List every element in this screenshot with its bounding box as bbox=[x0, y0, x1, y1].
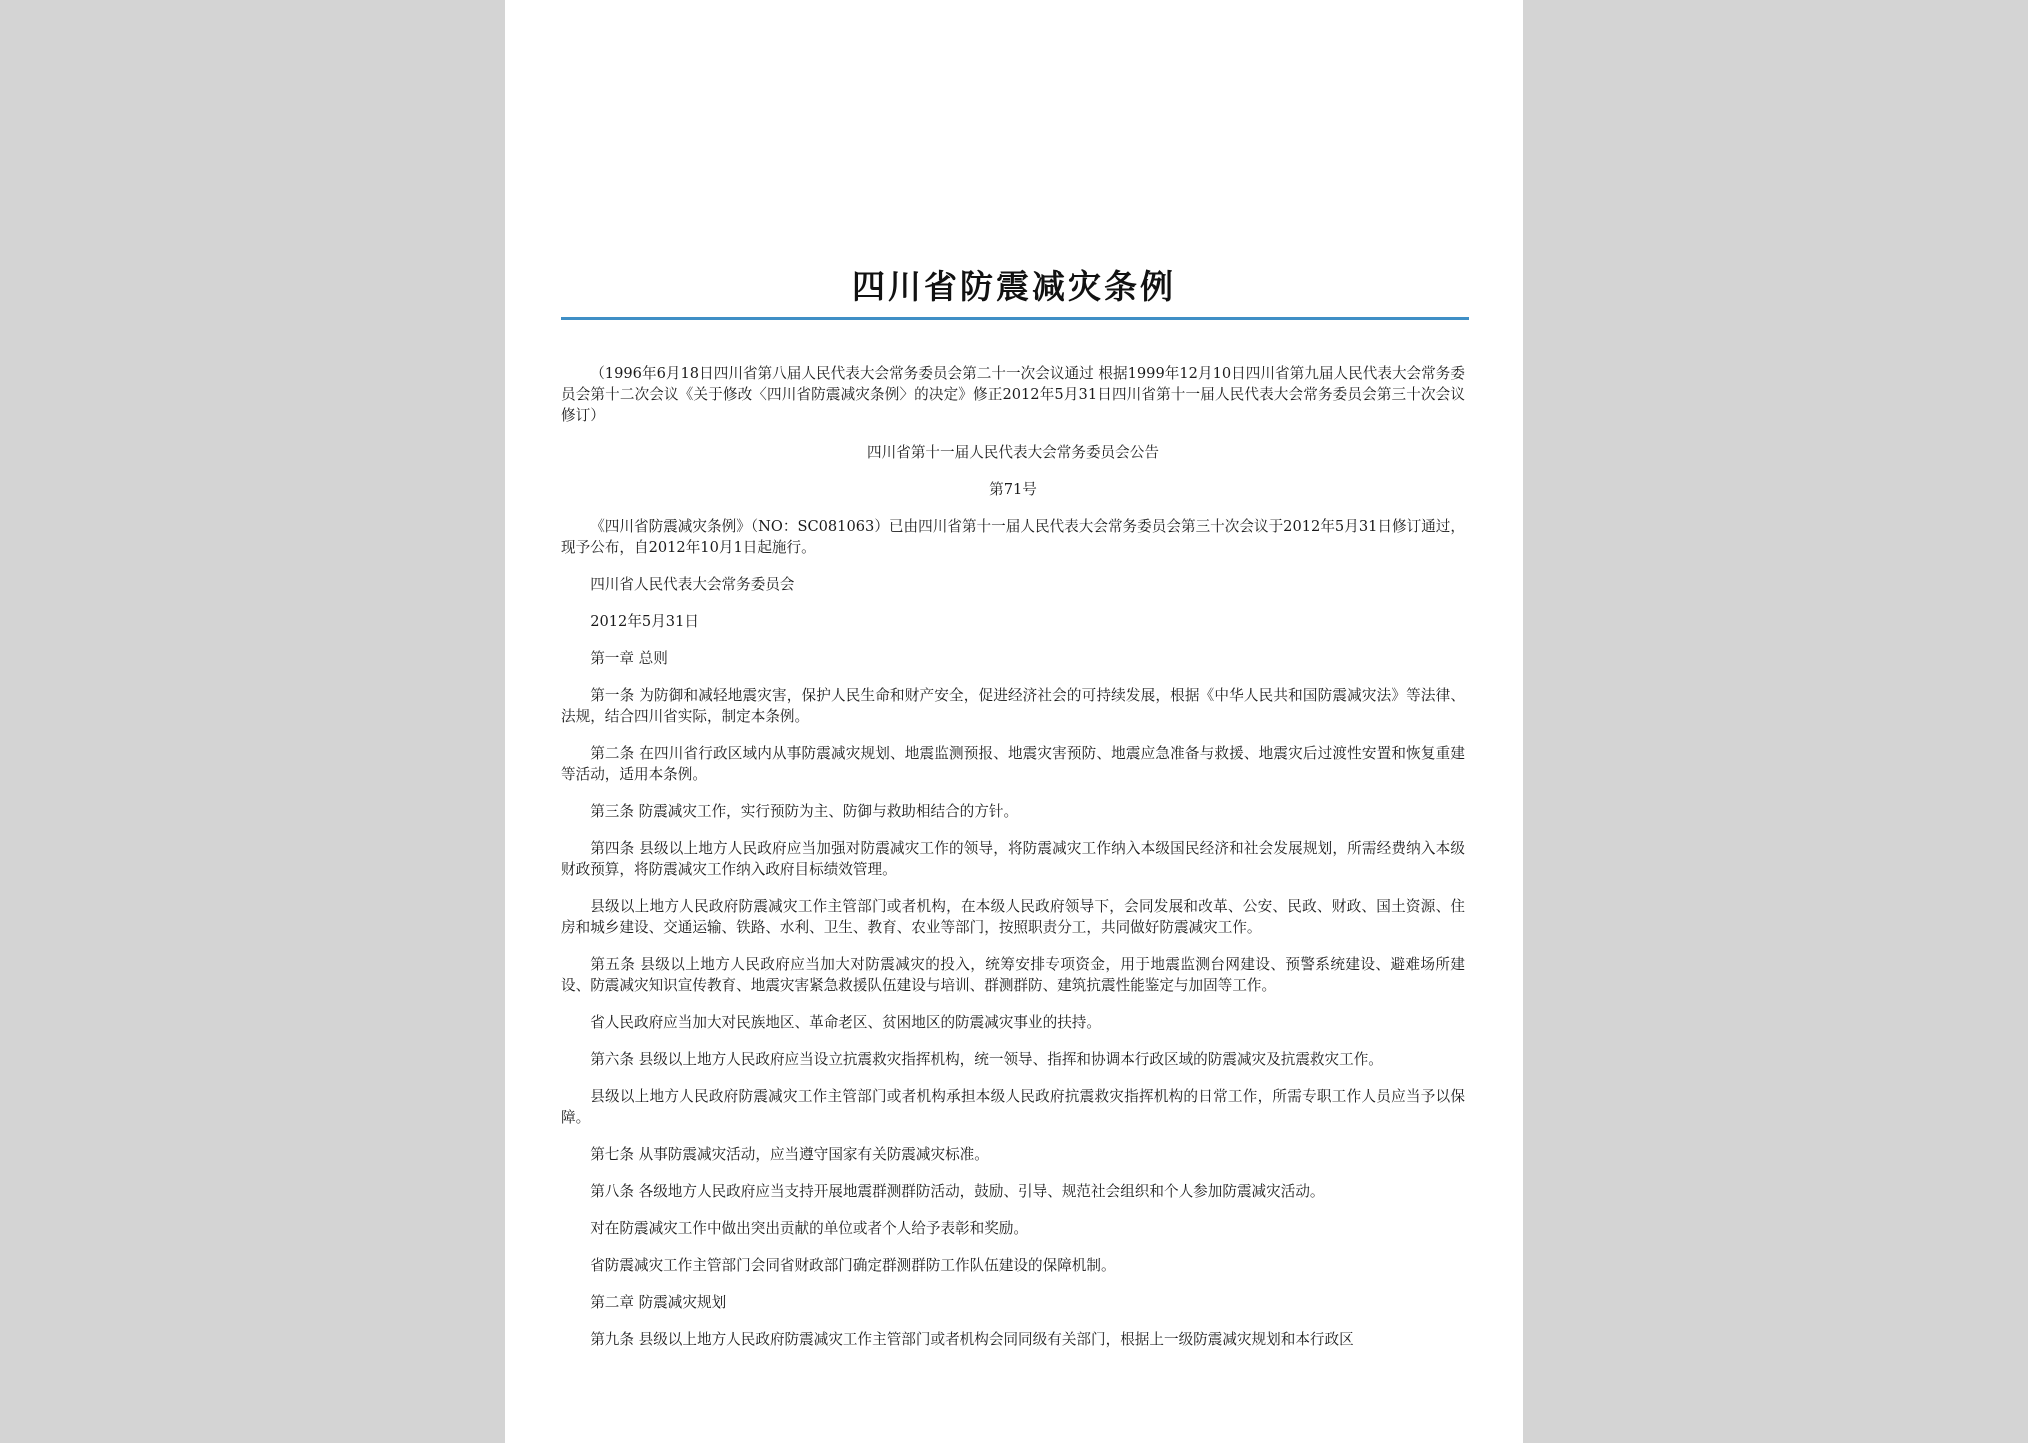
centered-paragraph: 第71号 bbox=[989, 481, 1037, 498]
document-page bbox=[505, 0, 1523, 1443]
paragraph: 第一章 总则 bbox=[590, 650, 668, 667]
paragraph: 省人民政府应当加大对民族地区、革命老区、贫困地区的防震减灾事业的扶持。 bbox=[590, 1014, 1101, 1031]
centered-paragraph: 四川省第十一届人民代表大会常务委员会公告 bbox=[867, 444, 1159, 461]
paragraph: 第八条 各级地方人民政府应当支持开展地震群测群防活动，鼓励、引导、规范社会组织和个人参加防震减灾活动。 bbox=[590, 1183, 1325, 1200]
paragraph: 《四川省防震减灾条例》（NO：SC081063）已由四川省第十一届人民代表大会常务委员会第三十次会议于2012年5月31日修订通过，现予公布，自2012年10月1日起施行。 bbox=[561, 518, 1465, 556]
paragraph: 第二条 在四川省行政区域内从事防震减灾规划、地震监测预报、地震灾害预防、地震应急准备与救援、地震灾后过渡性安置和恢复重建等活动，适用本条例。 bbox=[561, 745, 1465, 783]
paragraph: 第五条 县级以上地方人民政府应当加大对防震减灾的投入，统筹安排专项资金，用于地震监测台网建设、预警系统建设、避难场所建设、防震减灾知识宣传教育、地震灾害紧急救援队伍建设与培训、群测群防、建筑抗震性能鉴定与加固等工作。 bbox=[561, 956, 1465, 994]
paragraph: 第一条 为防御和减轻地震灾害，保护人民生命和财产安全，促进经济社会的可持续发展，根据《中华人民共和国防震减灾法》等法律、法规，结合四川省实际，制定本条例。 bbox=[561, 687, 1465, 725]
paragraph: 第九条 县级以上地方人民政府防震减灾工作主管部门或者机构会同同级有关部门，根据上一级防震减灾规划和本行政区 bbox=[590, 1331, 1354, 1348]
paragraph: 第四条 县级以上地方人民政府应当加强对防震减灾工作的领导，将防震减灾工作纳入本级国民经济和社会发展规划，所需经费纳入本级财政预算，将防震减灾工作纳入政府目标绩效管理。 bbox=[561, 840, 1465, 878]
paragraph: 第七条 从事防震减灾活动，应当遵守国家有关防震减灾标准。 bbox=[590, 1146, 989, 1163]
paragraph: 县级以上地方人民政府防震减灾工作主管部门或者机构承担本级人民政府抗震救灾指挥机构的日常工作，所需专职工作人员应当予以保障。 bbox=[561, 1088, 1465, 1126]
title-underline bbox=[561, 317, 1469, 320]
paragraph: 2012年5月31日 bbox=[590, 613, 699, 630]
paragraph: 对在防震减灾工作中做出突出贡献的单位或者个人给予表彰和奖励。 bbox=[590, 1220, 1029, 1237]
document-body bbox=[561, 363, 1465, 1366]
paragraph: 第三条 防震减灾工作，实行预防为主、防御与救助相结合的方针。 bbox=[590, 803, 1019, 820]
paragraph: 四川省人民代表大会常务委员会 bbox=[590, 576, 795, 593]
paragraph: 第六条 县级以上地方人民政府应当设立抗震救灾指挥机构，统一领导、指挥和协调本行政区域的防震减灾及抗震救灾工作。 bbox=[590, 1051, 1383, 1068]
paragraph: 县级以上地方人民政府防震减灾工作主管部门或者机构，在本级人民政府领导下，会同发展和改革、公安、民政、财政、国土资源、住房和城乡建设、交通运输、铁路、水利、卫生、教育、农业等部门，按照职责分工，共同做好防震减灾工作。 bbox=[561, 898, 1465, 936]
paragraph: 省防震减灾工作主管部门会同省财政部门确定群测群防工作队伍建设的保障机制。 bbox=[590, 1257, 1116, 1274]
paragraph: 第二章 防震减灾规划 bbox=[590, 1294, 727, 1311]
paragraph: （1996年6月18日四川省第八届人民代表大会常务委员会第二十一次会议通过 根据1999年12月10日四川省第九届人民代表大会常务委员会第十二次会议《关于修改〈四川省防震减灾条例〉的决定》修正2012年5月31日四川省第十一届人民代表大会常务委员会第三十次会议修订） bbox=[561, 365, 1465, 424]
document-title: 四川省防震减灾条例 bbox=[852, 267, 1176, 306]
